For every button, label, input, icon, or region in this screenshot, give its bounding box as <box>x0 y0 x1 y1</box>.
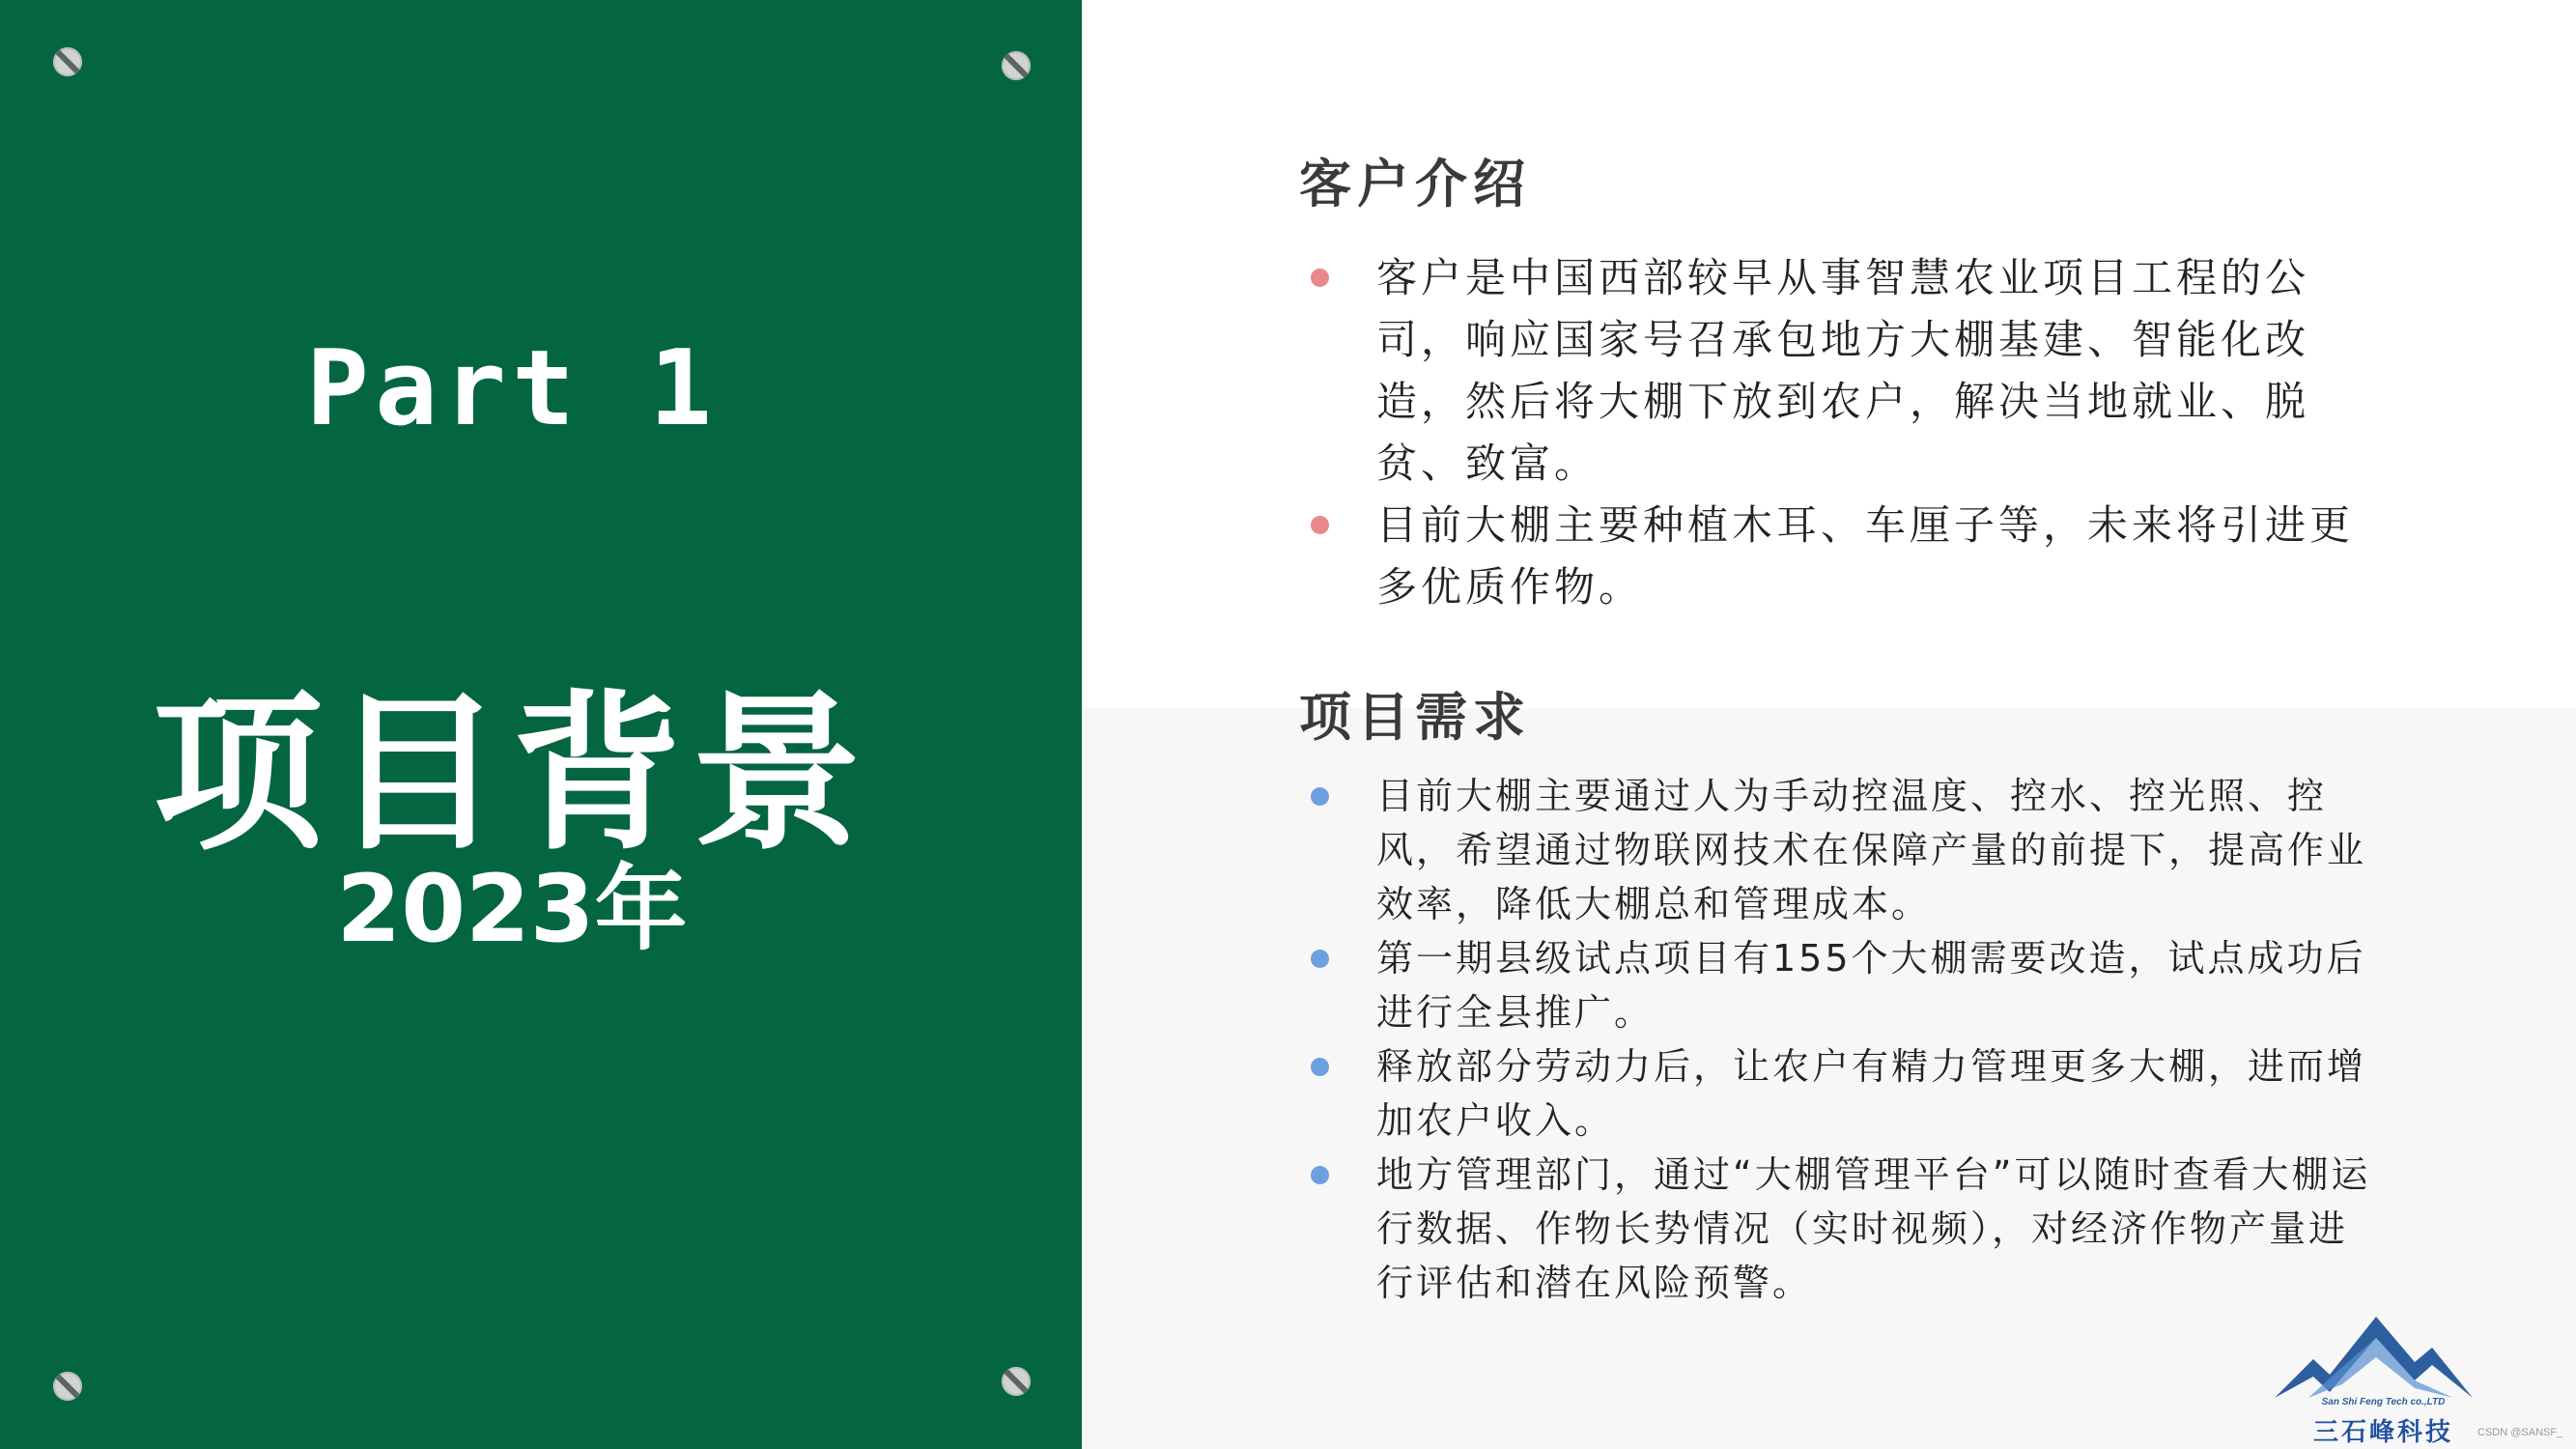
screw-icon <box>53 1372 82 1401</box>
customer-intro-heading: 客户介绍 <box>1299 154 1531 214</box>
year-label: 2023年 <box>336 855 688 963</box>
screw-icon <box>1002 51 1031 80</box>
customer-intro-list <box>1299 247 2381 618</box>
bullet-text: 目前大棚主要种植木耳、车厘子等，未来将引进更多优质作物。 <box>1376 501 2355 611</box>
watermark: CSDN @SANSF_ <box>2477 1427 2563 1438</box>
bullet-text: 客户是中国西部较早从事智慧农业项目工程的公司，响应国家号召承包地方大棚基建、智能化改造，然后将大棚下放到农户，解决当地就业、脱贫、致富。 <box>1376 254 2310 487</box>
title-panel <box>0 0 1082 1449</box>
bullet-icon <box>1311 1166 1329 1184</box>
bullet-text: 第一期县级试点项目有155个大棚需要改造，试点成功后进行全县推广。 <box>1376 937 2366 1034</box>
list-item <box>1299 931 2381 1039</box>
list-item <box>1299 247 2381 495</box>
bullet-icon <box>1311 269 1329 287</box>
bullet-text: 释放部分劳动力后，让农户有精力管理更多大棚，进而增加农户收入。 <box>1376 1045 2367 1142</box>
bullet-icon <box>1311 787 1329 806</box>
list-item <box>1299 495 2381 618</box>
logo-english-name: San Shi Feng Tech co.,LTD <box>2321 1397 2446 1407</box>
logo-chinese-name: 三石峰科技 <box>2312 1418 2453 1447</box>
bullet-text: 目前大棚主要通过人为手动控温度、控水、控光照、控风，希望通过物联网技术在保障产量的前提下，提高作业效率，降低大棚总和管理成本。 <box>1376 775 2367 925</box>
section-title: 项目背景 <box>152 675 871 873</box>
part-label: Part 1 <box>305 328 719 449</box>
bullet-icon <box>1311 516 1329 534</box>
screw-icon <box>1002 1367 1031 1396</box>
screw-icon <box>53 47 82 76</box>
bullet-text: 地方管理部门，通过“大棚管理平台”可以随时查看大棚运行数据、作物长势情况（实时视频），对经济作物产量进行评估和潜在风险预警。 <box>1376 1153 2371 1304</box>
list-item <box>1299 1148 2381 1310</box>
bullet-icon <box>1311 1058 1329 1076</box>
list-item <box>1299 769 2381 931</box>
list-item <box>1299 1039 2381 1148</box>
bullet-icon <box>1311 950 1329 968</box>
project-needs-heading: 项目需求 <box>1299 687 1531 748</box>
project-needs-list <box>1299 769 2381 1310</box>
